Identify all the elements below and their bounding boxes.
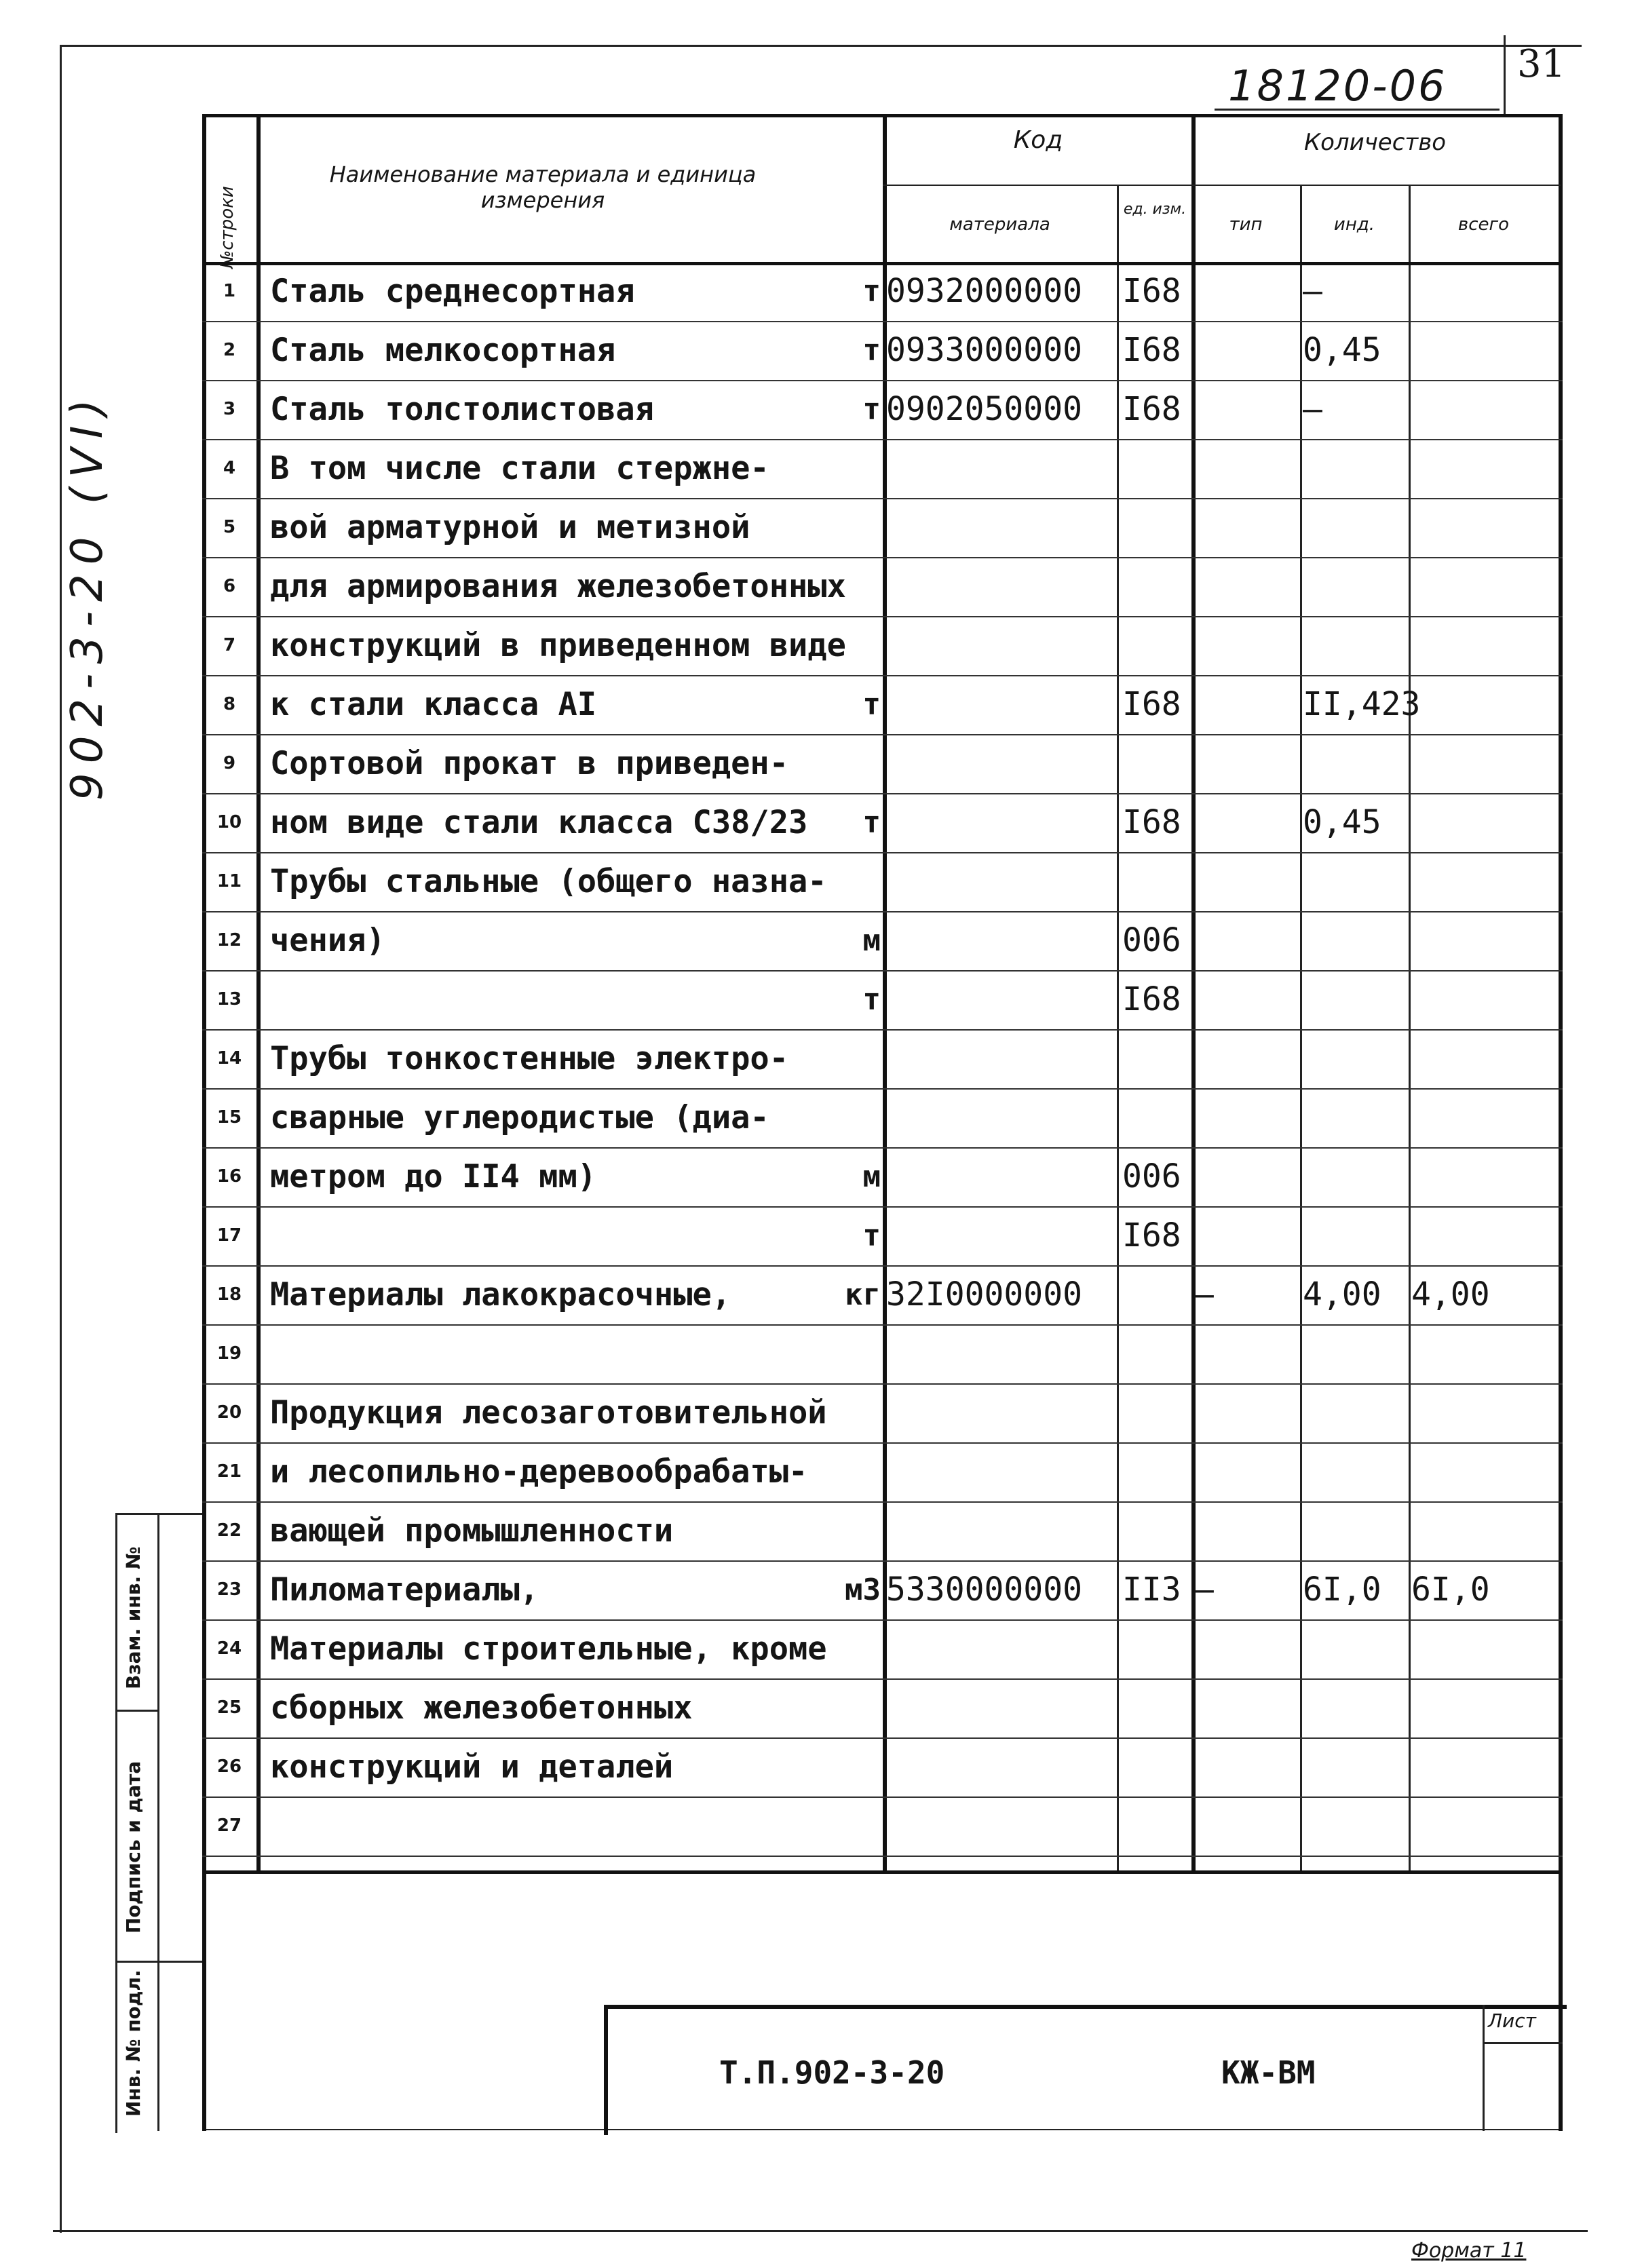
cell-type [1194,675,1300,734]
col-border-right [1559,114,1563,2131]
cell-total: 4,00 [1411,1275,1490,1313]
cell-name: Материалы строительные, кроме [270,1630,827,1668]
header-qty-ind: инд. [1333,214,1375,235]
cell-unit: м [862,923,881,958]
cell-type [1194,1147,1300,1206]
cell-total [1411,734,1559,793]
cell-ind [1303,439,1409,498]
cell-type [1194,262,1300,321]
cell-name: и лесопильно-деревообрабаты- [270,1453,808,1491]
cell-n: 3 [223,399,236,419]
cell-unit [787,439,881,498]
cell-meas [1122,1796,1193,1856]
cell-name: Сталь мелкосортная [270,332,616,369]
cell-name: Сталь толстолистовая [270,391,654,428]
cell-meas [1122,1442,1193,1501]
cell-type [1194,439,1300,498]
cell-unit: т [862,687,881,722]
cell-total [1411,321,1559,380]
cell-name: Трубы стальные (общего назна- [270,863,827,900]
cell-total [1411,262,1559,321]
cell-name: ном виде стали класса С38/23 [270,804,808,841]
cell-unit: т [862,392,881,427]
cell-total [1411,1737,1559,1796]
cell-n: 6 [223,576,236,596]
cell-ind: II,423 [1303,685,1421,723]
cell-code [886,1678,1117,1737]
cell-unit [787,1442,881,1501]
cell-name: Пиломатериалы, [270,1571,539,1609]
signature-date-label: Подпись и дата [122,1761,145,1934]
cell-code [886,1383,1117,1442]
cell-ind: 0,45 [1303,331,1381,369]
cell-meas [1122,852,1193,911]
cell-type: – [1194,1571,1214,1609]
cell-code [886,1501,1117,1560]
cell-name: конструкций в приведенном виде [270,627,846,664]
cell-ind [1303,1088,1409,1147]
cell-ind [1303,1383,1409,1442]
cell-code [886,1796,1117,1856]
row-divider [202,1856,1563,1857]
cell-meas [1122,1088,1193,1147]
cell-meas [1122,1678,1193,1737]
cell-type [1194,1442,1300,1501]
header-row-number: №строки [217,186,237,269]
cell-n: 21 [216,1461,242,1482]
cell-n: 24 [216,1638,242,1659]
cell-n: 4 [223,458,236,478]
cell-meas [1122,1029,1193,1088]
cell-name: метром до II4 мм) [270,1158,597,1195]
cell-meas: I68 [1122,980,1181,1018]
cell-name: чения) [270,922,385,959]
cell-name: Трубы тонкостенные электро- [270,1040,789,1077]
cell-name: Продукция лесозаготовительной [270,1394,827,1431]
cell-type [1194,498,1300,557]
cell-meas [1122,616,1193,675]
header-quantity: Количество [1303,129,1447,156]
cell-code: 0933000000 [886,331,1082,369]
cell-total [1411,557,1559,616]
cell-meas: I68 [1122,1216,1181,1254]
cell-meas: II3 [1122,1571,1181,1609]
cell-ind [1303,911,1409,970]
cell-total [1411,380,1559,439]
cell-unit: т [862,1218,881,1253]
header-code-unit: ед. изм. [1123,201,1187,218]
cell-total [1411,1206,1559,1265]
cell-ind: – [1303,390,1322,428]
cell-n: 5 [223,517,236,537]
cell-meas: I68 [1122,803,1181,841]
cell-code: 0932000000 [886,272,1082,310]
replacement-inventory-label: Взам. инв. № [122,1546,145,1689]
cell-total: 6I,0 [1411,1571,1490,1609]
cell-n: 13 [216,989,242,1010]
cell-ind [1303,616,1409,675]
cell-total [1411,675,1559,734]
cell-meas [1122,1619,1193,1678]
cell-total [1411,1501,1559,1560]
cell-ind [1303,557,1409,616]
cell-ind: 0,45 [1303,803,1381,841]
cell-unit: т [862,274,881,309]
cell-code [886,1737,1117,1796]
cell-code: 32I0000000 [886,1275,1082,1313]
cell-meas: 006 [1122,921,1181,959]
cell-ind [1303,1206,1409,1265]
cell-name: вой арматурной и метизной [270,509,750,546]
cell-meas: 006 [1122,1157,1181,1195]
cell-meas: I68 [1122,272,1181,310]
cell-name [270,1324,786,1383]
cell-n: 27 [216,1815,242,1836]
cell-meas: I68 [1122,331,1181,369]
cell-total [1411,616,1559,675]
cell-unit [787,1383,881,1442]
cell-ind [1303,1029,1409,1088]
cell-unit [787,1619,881,1678]
cell-n: 22 [216,1520,242,1541]
cell-meas [1122,1265,1193,1324]
cell-n: 15 [216,1107,242,1128]
cell-type [1194,852,1300,911]
cell-type [1194,911,1300,970]
cell-n: 10 [216,812,242,832]
format-label: Формат 11 [1411,2239,1527,2263]
cell-name: сварные углеродистые (диа- [270,1099,769,1136]
cell-n: 26 [216,1756,242,1777]
cell-meas [1122,498,1193,557]
cell-name: для армирования железобетонных [270,568,846,605]
cell-ind [1303,498,1409,557]
cell-n: 12 [216,930,242,950]
cell-n: 2 [223,340,236,360]
cell-type [1194,1796,1300,1856]
cell-code [886,970,1117,1029]
original-inventory-label: Инв. № подл. [122,1969,145,2117]
cell-n: 20 [216,1402,242,1423]
document-code: 18120-06 [1228,61,1447,111]
cell-meas [1122,1383,1193,1442]
cell-code [886,675,1117,734]
cell-unit: т [862,805,881,840]
side-designation: 902-3-20 (VI) [62,389,113,801]
cell-unit [787,734,881,793]
cell-total [1411,1147,1559,1206]
cell-unit [787,852,881,911]
cell-ind [1303,1147,1409,1206]
cell-type [1194,1088,1300,1147]
cell-type [1194,1619,1300,1678]
cell-name: Сортовой прокат в приведен- [270,745,789,782]
cell-unit [787,616,881,675]
cell-code [886,1029,1117,1088]
cell-code: 5330000000 [886,1571,1082,1609]
cell-code: 0902050000 [886,390,1082,428]
cell-n: 17 [216,1225,242,1246]
cell-name: конструкций и деталей [270,1748,674,1786]
cell-name [270,1206,786,1265]
cell-total [1411,1619,1559,1678]
cell-code [886,734,1117,793]
cell-total [1411,1678,1559,1737]
table-rows-bottom-line [202,1870,1563,1874]
cell-type [1194,793,1300,852]
cell-meas [1122,1737,1193,1796]
cell-ind: 4,00 [1303,1275,1381,1313]
cell-unit [787,557,881,616]
cell-n: 14 [216,1048,242,1069]
cell-type [1194,970,1300,1029]
cell-type [1194,321,1300,380]
cell-code [886,1619,1117,1678]
cell-ind: 6I,0 [1303,1571,1381,1609]
cell-type [1194,1324,1300,1383]
cell-total [1411,852,1559,911]
cell-ind [1303,734,1409,793]
cell-type [1194,380,1300,439]
cell-ind [1303,1619,1409,1678]
cell-meas [1122,439,1193,498]
cell-unit [787,1029,881,1088]
cell-type [1194,734,1300,793]
cell-unit: м3 [845,1573,881,1607]
header-name: Наименование материала и единица измерения [329,161,757,213]
cell-code [886,1206,1117,1265]
sheet-number-divider [1504,35,1506,117]
cell-code [886,1324,1117,1383]
cell-meas [1122,734,1193,793]
cell-name [270,970,786,1029]
cell-unit [787,1501,881,1560]
cell-code [886,1088,1117,1147]
cell-n: 11 [216,871,242,891]
cell-type [1194,1737,1300,1796]
cell-code [886,852,1117,911]
cell-meas [1122,557,1193,616]
cell-code [886,793,1117,852]
cell-n: 1 [223,281,236,301]
cell-code [886,1442,1117,1501]
cell-total [1411,1796,1559,1856]
cell-ind [1303,970,1409,1029]
cell-n: 16 [216,1166,242,1187]
cell-n: 18 [216,1284,242,1305]
cell-code [886,498,1117,557]
cell-ind [1303,1442,1409,1501]
cell-unit: т [862,333,881,368]
cell-unit [787,1324,881,1383]
cell-ind [1303,852,1409,911]
cell-name: Материалы лакокрасочные, [270,1276,731,1313]
header-qty-type: тип [1229,214,1263,235]
cell-total [1411,439,1559,498]
cell-unit [787,498,881,557]
cell-type [1194,1206,1300,1265]
cell-meas: I68 [1122,390,1181,428]
cell-n: 19 [216,1343,242,1364]
cell-total [1411,1088,1559,1147]
title-block-sheet-divider [1483,2042,1563,2044]
cell-unit: кг [845,1277,881,1312]
cell-type [1194,1678,1300,1737]
cell-total [1411,970,1559,1029]
cell-total [1411,1442,1559,1501]
cell-ind [1303,1324,1409,1383]
cell-type [1194,1501,1300,1560]
cell-n: 23 [216,1579,242,1600]
cell-ind [1303,1737,1409,1796]
cell-name: Сталь среднесортная [270,273,635,310]
page-frame-bottom [53,2230,1588,2232]
cell-unit [787,1737,881,1796]
cell-type: – [1194,1275,1214,1313]
cell-code [886,557,1117,616]
cell-type [1194,1383,1300,1442]
cell-n: 7 [223,635,236,655]
title-block-sheet-label: Лист [1488,2010,1536,2032]
cell-name: вающей промышленности [270,1512,674,1550]
cell-unit: т [862,982,881,1017]
cell-name: к стали класса AI [270,686,597,723]
cell-total [1411,911,1559,970]
cell-ind [1303,1796,1409,1856]
cell-total [1411,498,1559,557]
cell-meas [1122,1324,1193,1383]
cell-total [1411,1029,1559,1088]
cell-n: 25 [216,1697,242,1718]
cell-total [1411,793,1559,852]
header-sub-line [883,185,1561,186]
cell-meas [1122,1501,1193,1560]
cell-n: 8 [223,694,236,714]
cell-name [270,1796,786,1856]
cell-ind [1303,1678,1409,1737]
cell-name: В том числе стали стержне- [270,450,769,487]
cell-unit [787,1088,881,1147]
cell-type [1194,1029,1300,1088]
header-code: Код [1013,126,1063,154]
cell-type [1194,616,1300,675]
cell-n: 9 [223,753,236,773]
cell-unit [787,1796,881,1856]
title-block-designation: Т.П.902-3-20 [719,2054,945,2091]
cell-ind: – [1303,272,1322,310]
cell-meas: I68 [1122,685,1181,723]
document-code-underline [1215,109,1500,111]
cell-ind [1303,1501,1409,1560]
cell-code [886,911,1117,970]
col-border-rownum [256,114,261,1872]
binding-strip-sep-1 [115,1710,157,1712]
cell-name: сборных железобетонных [270,1689,693,1727]
cell-total [1411,1324,1559,1383]
header-qty-total: всего [1457,214,1510,235]
binding-strip-divider [157,1513,159,2131]
header-code-material: материала [949,214,1050,235]
cell-code [886,439,1117,498]
title-block-doc-type: КЖ-ВМ [1221,2054,1316,2091]
cell-code [886,616,1117,675]
binding-strip-sep-2 [115,1961,202,1963]
cell-type [1194,557,1300,616]
cell-code [886,1147,1117,1206]
cell-unit [787,1678,881,1737]
cell-unit: м [862,1159,881,1194]
cell-total [1411,1383,1559,1442]
sheet-number: 31 [1517,42,1566,86]
